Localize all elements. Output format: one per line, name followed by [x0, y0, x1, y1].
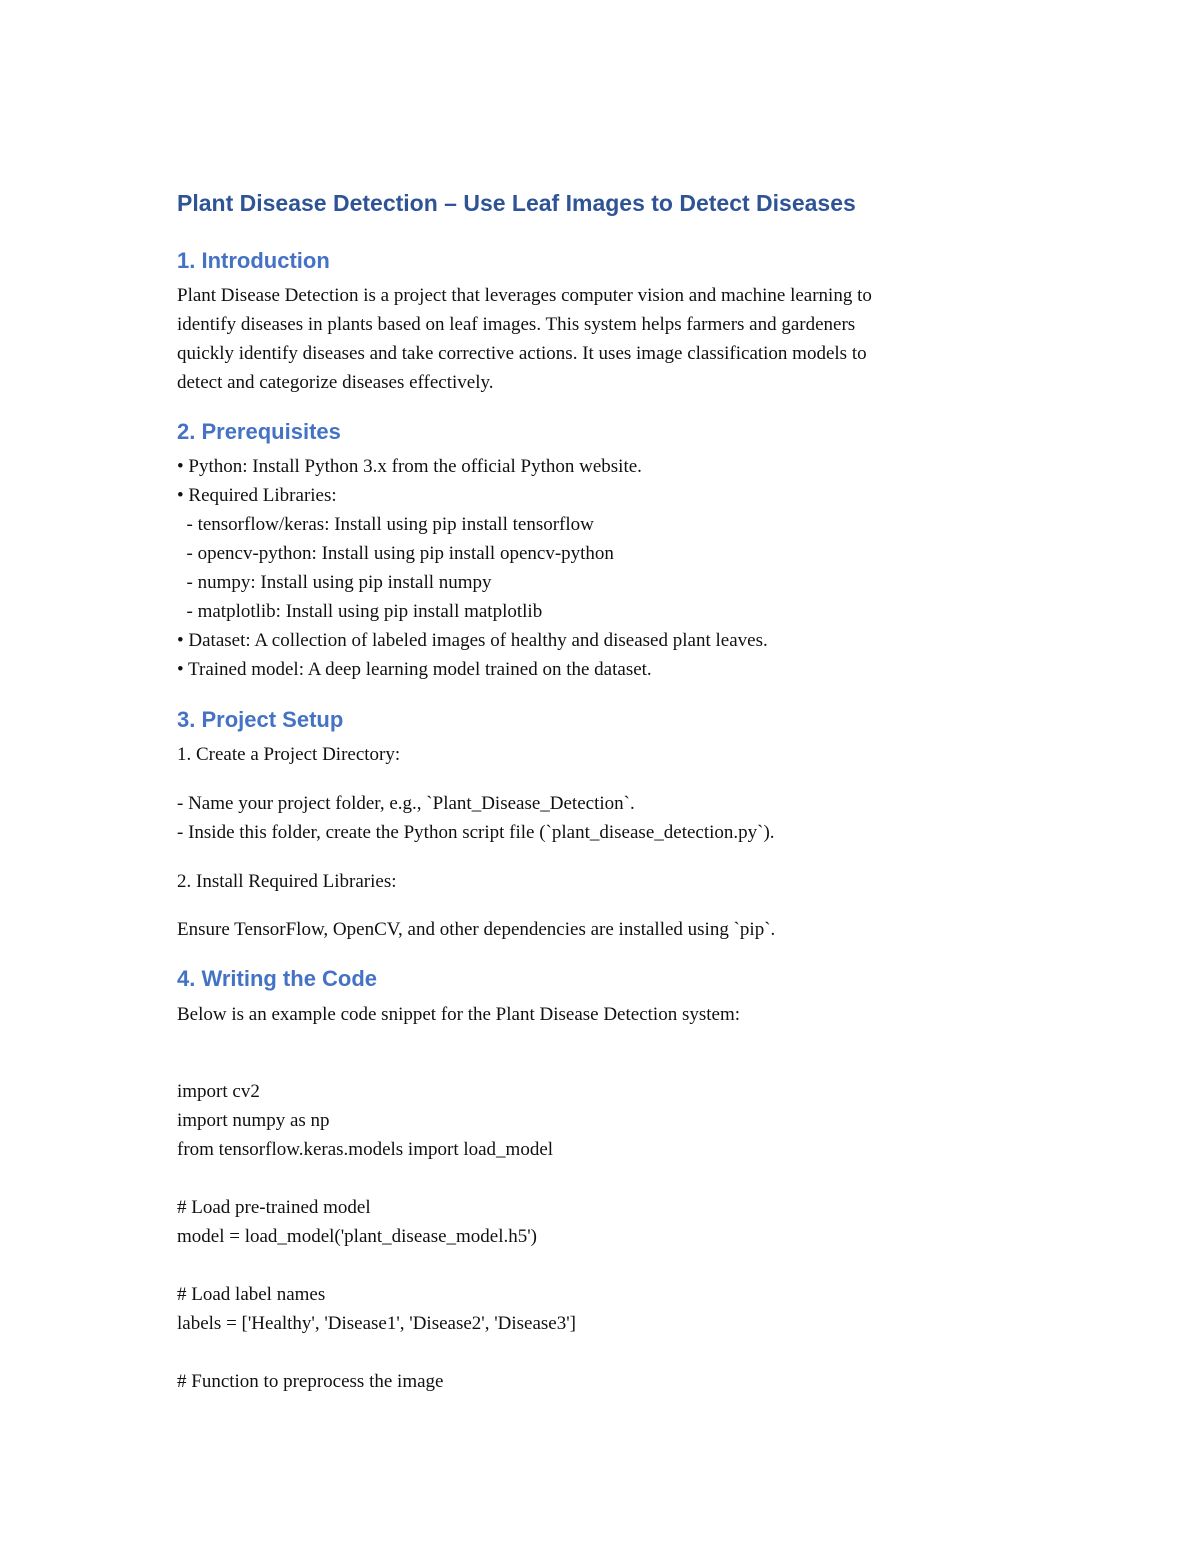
code-comment: # Load label names — [177, 1284, 326, 1305]
code-line: model = load_model('plant_disease_model.h5') — [177, 1226, 538, 1247]
prerequisite-item: • Trained model: A deep learning model trained on the dataset. — [177, 659, 652, 680]
prerequisite-item: • Python: Install Python 3.x from the official Python website. — [177, 456, 642, 477]
code-intro: Below is an example code snippet for the Plant Disease Detection system: — [177, 1004, 740, 1025]
prerequisite-item: • Dataset: A collection of labeled images of healthy and diseased plant leaves. — [177, 630, 768, 651]
section-heading-project-setup: 3. Project Setup — [177, 707, 344, 732]
prerequisite-subitem: - matplotlib: Install using pip install matplotlib — [177, 601, 543, 622]
introduction-line: detect and categorize diseases effectively. — [177, 372, 494, 393]
code-comment: # Load pre-trained model — [177, 1197, 371, 1218]
code-line: labels = ['Healthy', 'Disease1', 'Disease2', 'Disease3'] — [177, 1313, 576, 1334]
code-line: import cv2 — [177, 1081, 260, 1102]
code-comment: # Function to preprocess the image — [177, 1371, 444, 1392]
section-heading-prerequisites: 2. Prerequisites — [177, 419, 341, 444]
introduction-line: Plant Disease Detection is a project that leverages computer vision and machine learning to — [177, 285, 872, 306]
setup-step-item: - Name your project folder, e.g., `Plant_Disease_Detection`. — [177, 793, 635, 814]
setup-step-item: - Inside this folder, create the Python script file (`plant_disease_detection.py`). — [177, 822, 775, 843]
prerequisite-subitem: - numpy: Install using pip install numpy — [177, 572, 492, 593]
section-heading-introduction: 1. Introduction — [177, 248, 330, 273]
prerequisite-subitem: - opencv-python: Install using pip install opencv-python — [177, 543, 614, 564]
setup-step-text: Ensure TensorFlow, OpenCV, and other dependencies are installed using `pip`. — [177, 919, 776, 940]
code-line: from tensorflow.keras.models import load_model — [177, 1139, 554, 1160]
setup-step: 2. Install Required Libraries: — [177, 871, 397, 892]
code-line: import numpy as np — [177, 1110, 330, 1131]
introduction-line: identify diseases in plants based on leaf images. This system helps farmers and gardeners — [177, 314, 856, 335]
section-heading-writing-code: 4. Writing the Code — [177, 966, 378, 991]
prerequisite-item: • Required Libraries: — [177, 485, 337, 506]
document-title: Plant Disease Detection – Use Leaf Images to Detect Diseases — [177, 190, 856, 216]
prerequisite-subitem: - tensorflow/keras: Install using pip install tensorflow — [177, 514, 594, 535]
setup-step: 1. Create a Project Directory: — [177, 744, 401, 765]
introduction-line: quickly identify diseases and take corrective actions. It uses image classification models to — [177, 343, 867, 364]
